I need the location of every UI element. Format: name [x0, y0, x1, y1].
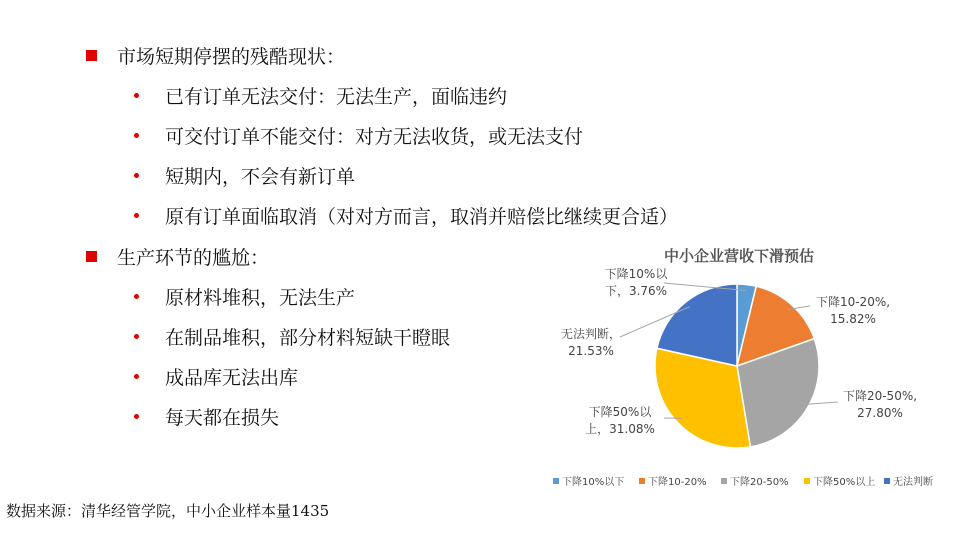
- section-title: 市场短期停摆的残酷现状：: [117, 46, 346, 68]
- dot-bullet-icon: [134, 93, 139, 98]
- square-bullet-icon: [86, 50, 97, 61]
- legend-label: 下降20-50%: [730, 477, 789, 488]
- chart-title: 中小企业营收下滑预估: [663, 247, 815, 265]
- list-item: 在制品堆积，部分材料短缺干瞪眼: [134, 323, 450, 350]
- legend-label: 无法判断: [893, 477, 933, 488]
- list-item: 原有订单面临取消（对对方而言，取消并赔偿比继续更合适）: [134, 202, 678, 229]
- legend-swatch: [884, 478, 890, 484]
- dot-bullet-icon: [134, 294, 139, 299]
- section-title: 生产环节的尴尬：: [117, 247, 270, 269]
- legend-label: 下降10-20%: [648, 477, 707, 488]
- dot-bullet-icon: [134, 133, 139, 138]
- legend-item: [553, 475, 624, 488]
- list-item: 原材料堆积，无法生产: [134, 283, 355, 310]
- list-item: 成品库无法出库: [134, 363, 298, 390]
- data-source-note: 数据来源：清华经管学院，中小企业样本量1435: [6, 502, 330, 520]
- dot-bullet-icon: [134, 213, 139, 218]
- list-item: 短期内，不会有新订单: [134, 162, 355, 189]
- legend-item: [721, 475, 789, 488]
- list-item: 已有订单无法交付：无法生产，面临违约: [134, 82, 507, 109]
- dot-bullet-icon: [134, 374, 139, 379]
- legend-swatch: [804, 478, 810, 484]
- legend-swatch: [721, 478, 727, 484]
- dot-bullet-icon: [134, 414, 139, 419]
- section-1-title: [86, 42, 345, 69]
- list-item: 可交付订单不能交付：对方无法收货，或无法支付: [134, 122, 583, 149]
- square-bullet-icon: [86, 251, 97, 262]
- legend-swatch: [553, 478, 559, 484]
- data-label: 下降10%以下，3.76%: [604, 267, 668, 298]
- list-item: 每天都在损失: [134, 403, 279, 430]
- dot-bullet-icon: [134, 173, 139, 178]
- data-label: 下降10-20%, 15.82%: [815, 295, 891, 326]
- data-label: 下降50%以上，31.08%: [585, 405, 655, 436]
- legend-swatch: [639, 478, 645, 484]
- legend-label: 下降10%以下: [562, 477, 625, 488]
- dot-bullet-icon: [134, 334, 139, 339]
- section-2-title: [86, 243, 269, 270]
- data-label: 下降20-50%, 27.80%: [842, 389, 918, 420]
- legend-label: 下降50%以上: [813, 477, 876, 488]
- data-label: 无法判断， 21.53%: [560, 327, 622, 358]
- legend-item: [884, 475, 933, 488]
- legend-item: [804, 475, 875, 488]
- pie-chart: [540, 240, 950, 500]
- legend-item: [639, 475, 707, 488]
